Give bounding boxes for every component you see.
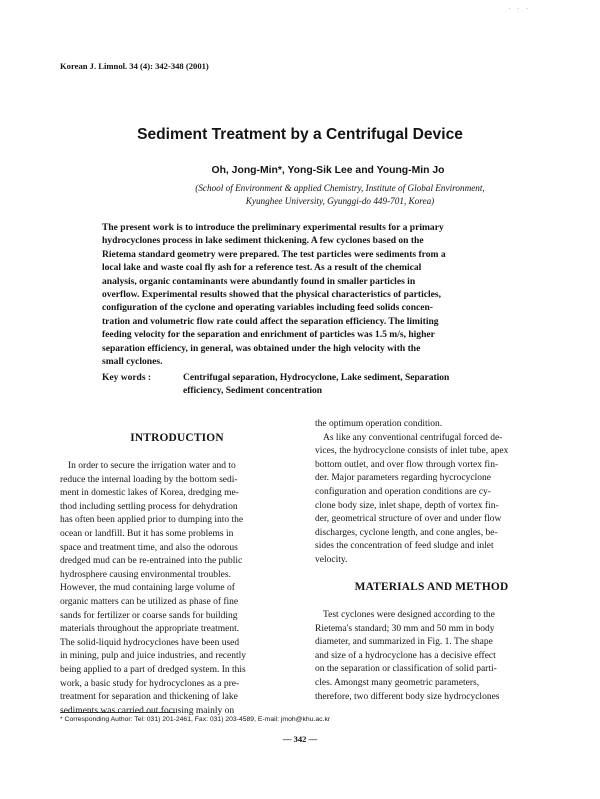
body-line: being applied to a part of dredged system. In this [60, 664, 246, 675]
body-line: on the separation or classification of solid parti- [315, 664, 497, 675]
body-line: reduce the internal loading by the bottom sedi- [60, 474, 238, 485]
body-line: der, geometrical structure of over and under flow [315, 514, 502, 525]
body-line: dredged mud can be re-entrained into the public [60, 556, 243, 567]
abstract-line: feeding velocity for the separation and enrichment of particles was 1.5 m/s, higher [102, 329, 435, 341]
affiliation [150, 182, 530, 209]
body-line: velocity. [315, 554, 348, 565]
materials-heading: MATERIALS AND METHOD [354, 581, 509, 593]
body-line: sediments was carried out focusing mainly on [60, 705, 235, 716]
body-line: Rietema's standard; 30 mm and 50 mm in body [315, 623, 495, 634]
body-line: sides the concentration of feed sludge and inlet [315, 541, 494, 552]
abstract-line: tration and volumetric flow rate could affect the separation efficiency. The limiting [102, 315, 439, 327]
body-line: vices, the hydrocyclone consists of inlet tube, apex [315, 446, 509, 457]
affiliation-line: (School of Environment & applied Chemistry, Institute of Global Environment, [195, 183, 485, 193]
introduction-heading: INTRODUCTION [130, 432, 224, 444]
keywords-line: Centrifugal separation, Hydrocyclone, Lake sediment, Separation [183, 373, 450, 383]
body-line: Test cyclones were designed according to the [323, 610, 495, 620]
body-line: The solid-liquid hydrocyclones have been used [60, 637, 240, 648]
body-line: diameter, and summarized in Fig. 1. The shape [315, 637, 493, 648]
abstract-line: overflow. Experimental results showed that the physical characteristics of particles, [102, 289, 441, 301]
body-line: discharges, cyclone length, and cone angles, be- [315, 527, 498, 538]
scan-mark: · · · [508, 4, 531, 13]
abstract-line: configuration of the cyclone and operating variables including feed solids concen- [102, 302, 433, 314]
body-line: the optimum operation condition. [315, 419, 443, 429]
introduction-body [60, 460, 294, 718]
abstract-line: separation efficiency, in general, was obtained under the high velocity with the [102, 342, 421, 354]
body-line: sands for fertilizer or coarse sands for building [60, 610, 238, 621]
abstract-line: Rietema standard geometry were prepared. The test particles were sediments from a [102, 248, 446, 260]
body-line: treatment for separation and thickening of lake [60, 692, 238, 703]
materials-body [315, 609, 548, 704]
body-line: However, the mud containing large volume of [60, 583, 235, 594]
body-line: der. Major parameters regarding hycrocyclone [315, 473, 491, 484]
abstract-line: analysis, organic contaminants were abundantly found in smaller particles in [102, 275, 416, 287]
authors: Oh, Jong-Min*, Yong-Sik Lee and Young-Min Jo [211, 165, 445, 176]
abstract-line: The present work is to introduce the preliminary experimental results for a primary [102, 222, 444, 233]
affiliation-line: Kyunghee University, Gyunggi-do 449-701, Korea) [245, 196, 435, 207]
body-line: and size of a hydrocyclone has a decisive effect [315, 650, 496, 661]
keywords-line: efficiency, Sediment concentration [183, 386, 323, 397]
body-line: configuration and operation conditions are cy- [315, 486, 491, 497]
page-number: — 342 — [282, 734, 318, 744]
corresponding-author-footnote: * Corresponding Author: Tel: 031) 201-2461, Fax: 031) 203-4589, E-mail: jmoh@khu.ac.kr [60, 716, 331, 723]
body-line: work, a basic study for hydrocyclones as a pre- [60, 678, 240, 689]
abstract-line: hydrocyclones process in lake sediment thickening. A few cyclones based on the [102, 235, 424, 247]
body-line: therefore, two different body size hydrocyclones [315, 691, 500, 702]
body-line: in mining, pulp and juice industries, and recently [60, 651, 247, 662]
keywords-label: Key words : [102, 373, 152, 383]
body-line: hydrosphere causing environmental troubles. [60, 569, 231, 580]
body-line: clone body size, inlet shape, depth of vortex fin- [315, 500, 499, 511]
body-line: ocean or landfill. But it has some problems in [60, 528, 234, 539]
body-line: organic matters can be utilized as phase of fine [60, 596, 239, 607]
paper-title: Sediment Treatment by a Centrifugal Device [137, 126, 463, 143]
footnote-divider [60, 712, 175, 713]
body-line: has often been applied prior to dumping into the [60, 515, 244, 526]
journal-reference: Korean J. Limnol. 34 (4): 342-348 (2001) [60, 61, 209, 71]
body-line: As like any conventional centrifugal forced de- [323, 432, 503, 443]
body-line: ment in domestic lakes of Korea, dredging me- [60, 488, 239, 499]
body-line: materials throughout the appropriate treatment. [60, 624, 240, 635]
right-column-body [315, 418, 548, 568]
abstract [102, 221, 502, 368]
abstract-line: small cyclones. [102, 356, 163, 368]
abstract-line: local lake and waste coal fly ash for a reference test. As a result of the chemical [102, 262, 422, 274]
keywords-text [183, 372, 506, 399]
body-line: bottom outlet, and over flow through vortex fin- [315, 459, 499, 470]
body-line: thod including settling process for dehydration [60, 501, 238, 512]
body-line: space and treatment time, and also the odorous [60, 542, 238, 553]
body-line: cles. Amongst many geometric parameters, [315, 677, 480, 688]
body-line: In order to secure the irrigation water and to [68, 461, 236, 471]
